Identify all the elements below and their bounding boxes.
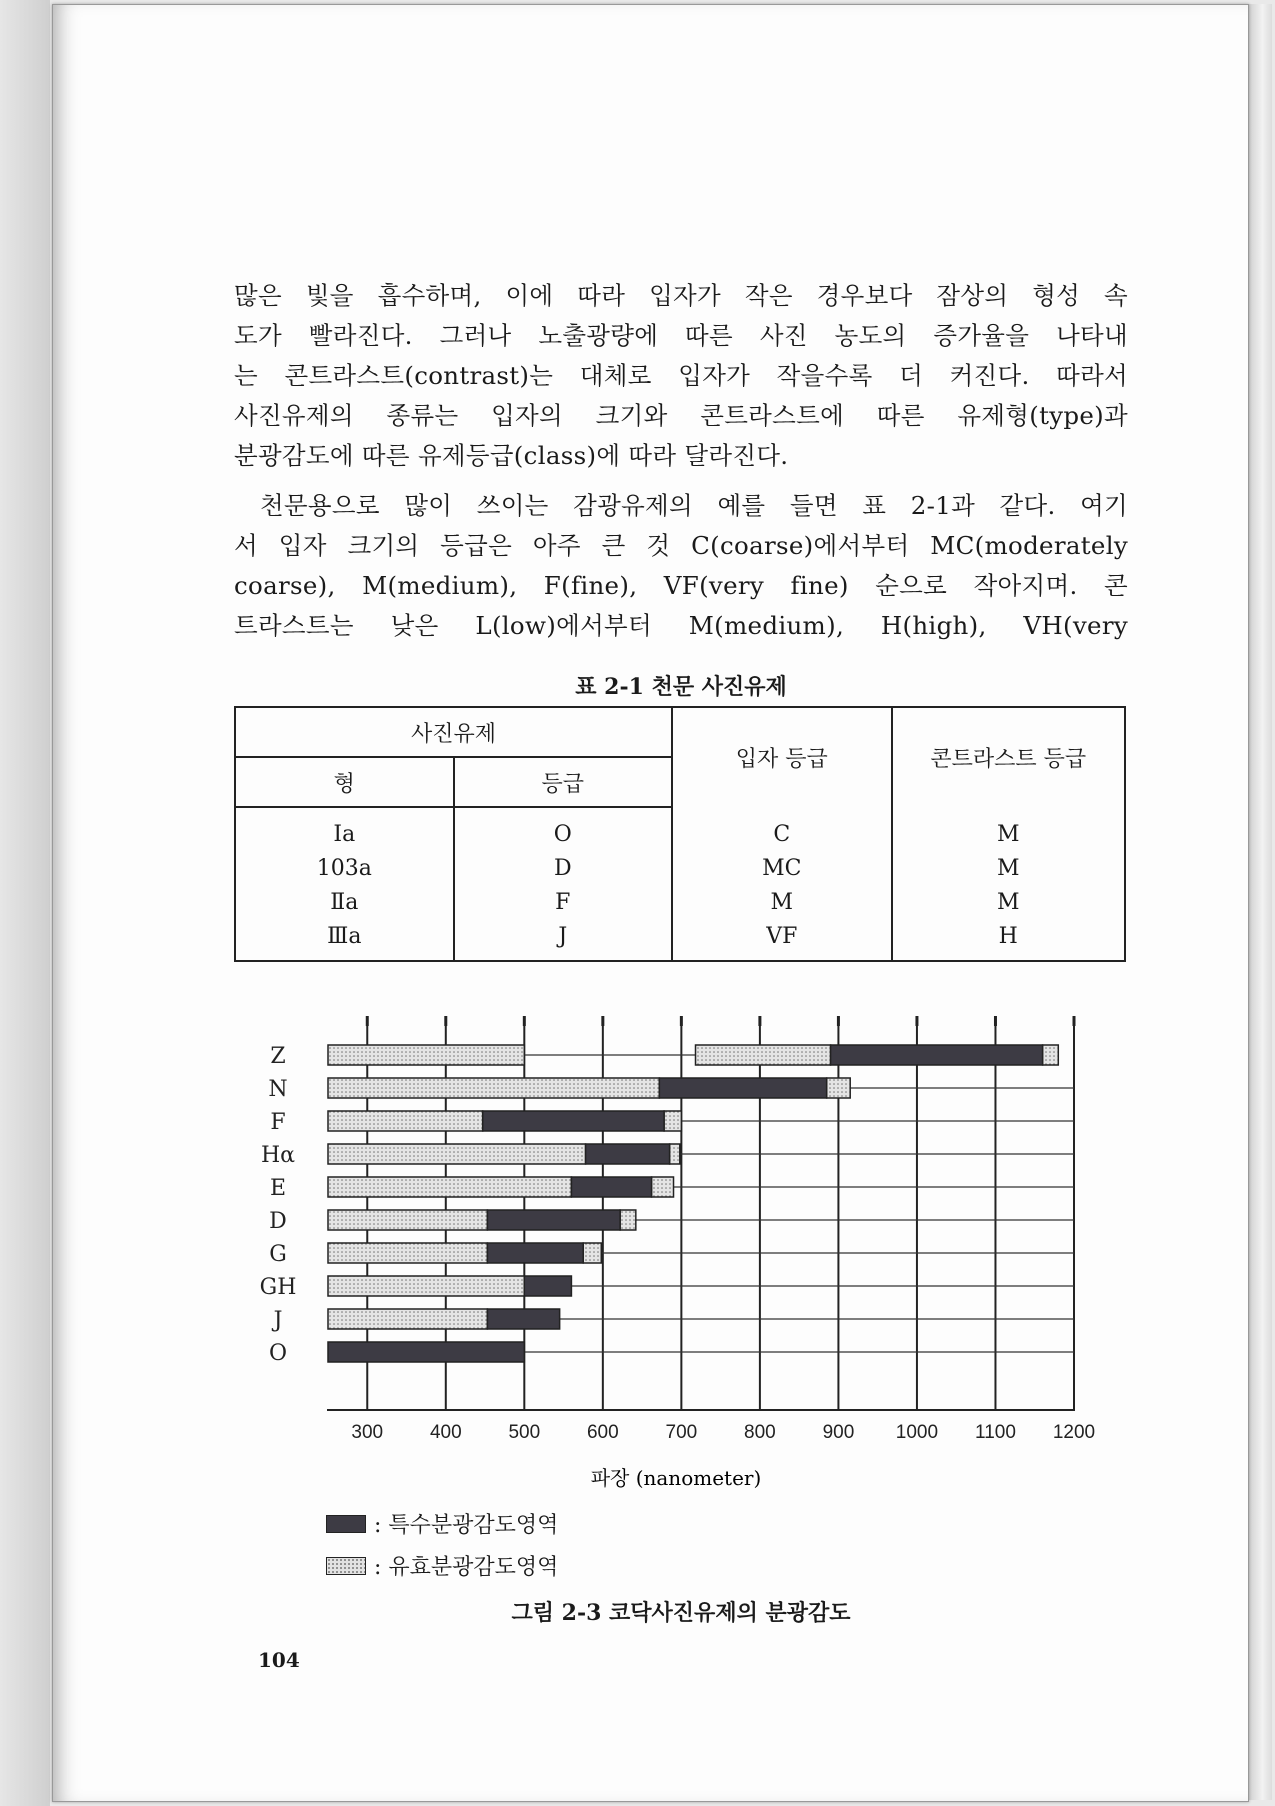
bar-effective-region [328, 1309, 487, 1329]
bar-special-region [659, 1078, 826, 1098]
bar-effective-region [583, 1243, 601, 1263]
book-spine [0, 0, 50, 1806]
header-type: 형 [235, 757, 454, 807]
cell-type: Ⅰa [333, 822, 356, 847]
text-line: coarse), M(medium), F(fine), VF(very fine) 순으로 작아지며. 콘 [234, 571, 1128, 600]
y-category-label: N [268, 1077, 288, 1102]
legend-label-effective: : 유효분광감도영역 [374, 1555, 559, 1580]
bar-special-region [831, 1045, 1043, 1065]
text-line: 분광감도에 따른 유제등급(class)에 따라 달라진다. [234, 441, 789, 470]
bar-effective-region [670, 1144, 680, 1164]
bar-effective-region [620, 1210, 636, 1230]
cell-grain: MC [672, 852, 892, 886]
bar-effective-region [328, 1210, 487, 1230]
text-line: 많은 빛을 흡수하며, 이에 따라 입자가 작은 경우보다 잠상의 형성 속 [234, 281, 1128, 310]
cell-class: J [454, 920, 672, 961]
bar-special-region [487, 1309, 559, 1329]
cell-contrast: M [892, 807, 1125, 852]
legend-swatch-effective [326, 1557, 366, 1575]
table-row [235, 852, 1125, 886]
y-category-label: Z [270, 1044, 286, 1069]
y-category-label: F [270, 1110, 286, 1135]
cell-class: F [454, 886, 672, 920]
y-category-label: O [268, 1341, 288, 1366]
legend-label-special: : 특수분광감도영역 [374, 1513, 559, 1538]
legend-special [326, 1508, 558, 1539]
cell-type: Ⅲa [327, 924, 362, 949]
bar-special-region [586, 1144, 670, 1164]
paragraph-2 [234, 486, 1128, 646]
header-emulsion: 사진유제 [411, 721, 497, 747]
bar-effective-region [328, 1243, 487, 1263]
bar-effective-region [664, 1111, 681, 1131]
bar-special-region [571, 1177, 651, 1197]
legend-swatch-special [326, 1515, 366, 1533]
table-row [235, 920, 1125, 961]
x-axis-title: 파장 (nanometer) [590, 1466, 762, 1490]
bar-special-region [487, 1210, 620, 1230]
page-number: 104 [258, 1648, 300, 1672]
text-line: 도가 빨라진다. 그러나 노출광량에 따른 사진 농도의 증가율을 나타내 [234, 321, 1128, 350]
x-tick-label: 300 [351, 1422, 384, 1443]
x-tick-label: 600 [586, 1422, 619, 1443]
text-line: 서 입자 크기의 등급은 아주 큰 것 C(coarse)에서부터 MC(moderately [234, 531, 1128, 560]
text-line: 사진유제의 종류는 입자의 크기와 콘트라스트에 따른 유제형(type)과 [234, 401, 1128, 430]
bar-special-region [483, 1111, 664, 1131]
bar-special-region [487, 1243, 583, 1263]
bar-effective-region [827, 1078, 851, 1098]
table-row [235, 886, 1125, 920]
table-row [235, 807, 1125, 852]
x-tick-label: 400 [429, 1422, 462, 1443]
cell-grain: C [672, 807, 892, 852]
bar-effective-region [652, 1177, 674, 1197]
header-contrast: 콘트라스트 등급 [892, 707, 1125, 807]
cell-class: O [454, 807, 672, 852]
x-tick-label: 900 [822, 1422, 855, 1443]
y-category-label: GH [260, 1275, 297, 1300]
bar-effective-region [328, 1078, 659, 1098]
x-tick-label: 1000 [895, 1422, 939, 1443]
bar-effective-region [328, 1045, 524, 1065]
y-category-label: J [273, 1308, 283, 1333]
bar-effective-region [1043, 1045, 1059, 1065]
paragraph-1 [234, 276, 1128, 476]
bar-effective-region [328, 1177, 571, 1197]
x-tick-label: 700 [665, 1422, 698, 1443]
spectral-sensitivity-chart [260, 1010, 1100, 1495]
text-line: 는 콘트라스트(contrast)는 대체로 입자가 작을수록 더 커진다. 따라서 [234, 361, 1128, 390]
figure-caption: 그림 2-3 코닥사진유제의 분광감도 [511, 1600, 851, 1626]
y-category-label: D [269, 1209, 287, 1234]
cell-grain: M [672, 886, 892, 920]
legend-effective [326, 1550, 558, 1581]
cell-contrast: M [892, 852, 1125, 886]
page-edge [1247, 4, 1272, 1800]
x-tick-label: 1100 [975, 1422, 1016, 1443]
cell-contrast: M [892, 886, 1125, 920]
bar-effective-region [328, 1276, 524, 1296]
cell-type: Ⅱa [330, 890, 359, 915]
bar-effective-region [328, 1111, 483, 1131]
table-caption: 표 2-1 천문 사진유제 [575, 674, 787, 700]
y-category-label: E [269, 1176, 287, 1201]
emulsion-table [234, 706, 1126, 962]
text-line: 천문용으로 많이 쓰이는 감광유제의 예를 들면 표 2-1과 같다. 여기 [260, 491, 1128, 520]
bar-special-region [524, 1276, 571, 1296]
x-tick-label: 500 [508, 1422, 541, 1443]
x-tick-label: 1200 [1052, 1422, 1096, 1443]
cell-contrast: H [892, 920, 1125, 961]
cell-type: 103a [316, 856, 372, 881]
bar-special-region [328, 1342, 524, 1362]
header-class: 등급 [454, 757, 672, 807]
text-line: 트라스트는 낮은 L(low)에서부터 M(medium), H(high), VH(very [234, 611, 1128, 640]
header-grain: 입자 등급 [672, 707, 892, 807]
bar-effective-region [696, 1045, 831, 1065]
x-tick-label: 800 [744, 1422, 776, 1443]
cell-grain: VF [672, 920, 892, 961]
cell-class: D [454, 852, 672, 886]
y-category-label: G [269, 1242, 287, 1267]
y-category-label: Hα [260, 1143, 296, 1168]
bar-effective-region [328, 1144, 586, 1164]
